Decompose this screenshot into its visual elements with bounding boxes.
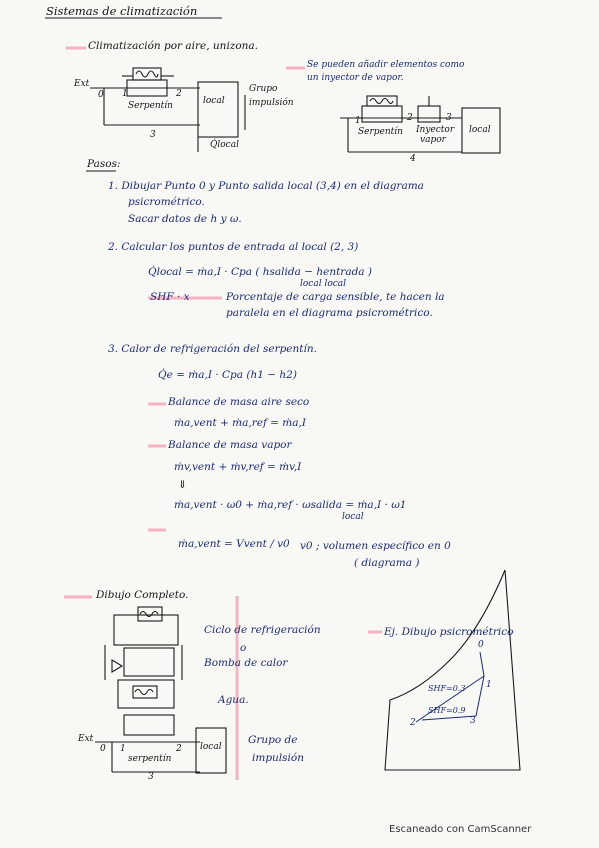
label-c-p2: 2 [176,744,182,754]
step3-line1: 3. Calor de refrigeración del serpentín. [108,343,317,355]
step3-arrow: ⇓ [178,479,187,491]
scanner-footer: Escaneado con CamScanner [389,824,532,835]
label-impulsion: impulsión [249,98,294,108]
page-title: Sistemas de climatización [46,4,198,18]
step3-eq3: ṁv,vent + ṁv,ref = ṁv,I [174,461,302,473]
label-p1: 1 [122,89,128,99]
step1-line1: 1. Dibujar Punto 0 y Punto salida local (3,4) en el diagrama [108,180,424,192]
psychrometric-sketch [385,570,520,770]
label-r-serpentin: Serpentín [358,127,403,137]
label-c-grupo: Grupo de [248,734,298,746]
ej-p3: 3 [470,716,476,726]
step1-line2: psicrométrico. [128,196,205,208]
label-c-p0: 0 [100,744,106,754]
label-ciclo: Ciclo de refrigeración [204,624,321,636]
label-c-p1: 1 [120,744,126,754]
ej-p1: 1 [486,680,492,690]
step3-bal2: Balance de masa vapor [168,439,292,451]
label-ext2: Ext [78,734,94,744]
label-p3: 3 [150,130,156,140]
pasos-heading: Pasos: [87,158,121,170]
label-r-p1: 1 [355,116,361,126]
label-r-p3: 3 [446,113,452,123]
label-agua: Agua. [218,694,249,706]
ej-heading: Ej. Dibujo psicrométrico [384,626,514,638]
step3-eq1: Q̇e = ṁa,I · Cpa (h1 − h2) [158,369,297,381]
step1-line3: Sacar datos de h y ω. [128,213,242,225]
label-p0: 0 [98,90,104,100]
label-local: local [203,96,225,106]
ej-p0: 0 [478,640,484,650]
label-qlocal: Q̇local [210,140,239,150]
label-serpentin: Serpentín [128,101,173,111]
ej-p2: 2 [410,718,416,728]
step2-eq1: Q̇local = ṁa,I · Cpa ( hsalida − hentrada ) [148,266,372,278]
label-r-local: local [469,125,491,135]
ej-shf1: SHF=0.3 [428,684,466,693]
step3-bal1: Balance de masa aire seco [168,396,310,408]
ej-shf2: SHF=0.9 [428,706,466,715]
label-c-impulsion: impulsión [252,752,304,764]
step2-note1: Porcentaje de carga sensible, te hacen la [226,291,445,303]
step3-eq5: ṁa,vent = Vvent / v0 [178,538,290,550]
step2-eq1-sub: local local [300,279,347,289]
label-bomba: Bomba de calor [204,657,288,669]
label-grupo: Grupo [249,84,278,94]
side-note-1: Se pueden añadir elementos como [307,60,465,70]
step2-shf: SHF · x [150,291,190,303]
step3-eq4: ṁa,vent · ω0 + ṁa,ref · ωsalida = ṁa,I · ω1 [174,499,407,511]
section2-heading: Dibujo Completo. [96,589,189,601]
step3-eq2: ṁa,vent + ṁa,ref = ṁa,I [174,417,307,429]
step3-eq4-sub: local [342,512,364,522]
label-r-p2: 2 [407,113,413,123]
label-vapor: vapor [420,135,446,145]
step2-note2: paralela en el diagrama psicrométrico. [226,307,433,319]
label-c-serpentin: serpentín [128,754,172,764]
step3-note1: v0 ; volumen específico en 0 [300,540,451,552]
step3-note2: ( diagrama ) [354,557,420,569]
side-note-2: un inyector de vapor. [307,73,404,83]
label-p2: 2 [176,89,182,99]
section1-heading: Climatización por aire, unizona. [88,40,259,52]
label-ext: Ext [74,79,90,89]
label-r-p4: 4 [410,154,416,164]
label-o: o [240,642,247,654]
label-c-p3: 3 [148,772,154,782]
label-inyector: Inyector [416,125,455,135]
step2-line1: 2. Calcular los puntos de entrada al local (2, 3) [108,241,359,253]
label-c-local: local [200,742,222,752]
